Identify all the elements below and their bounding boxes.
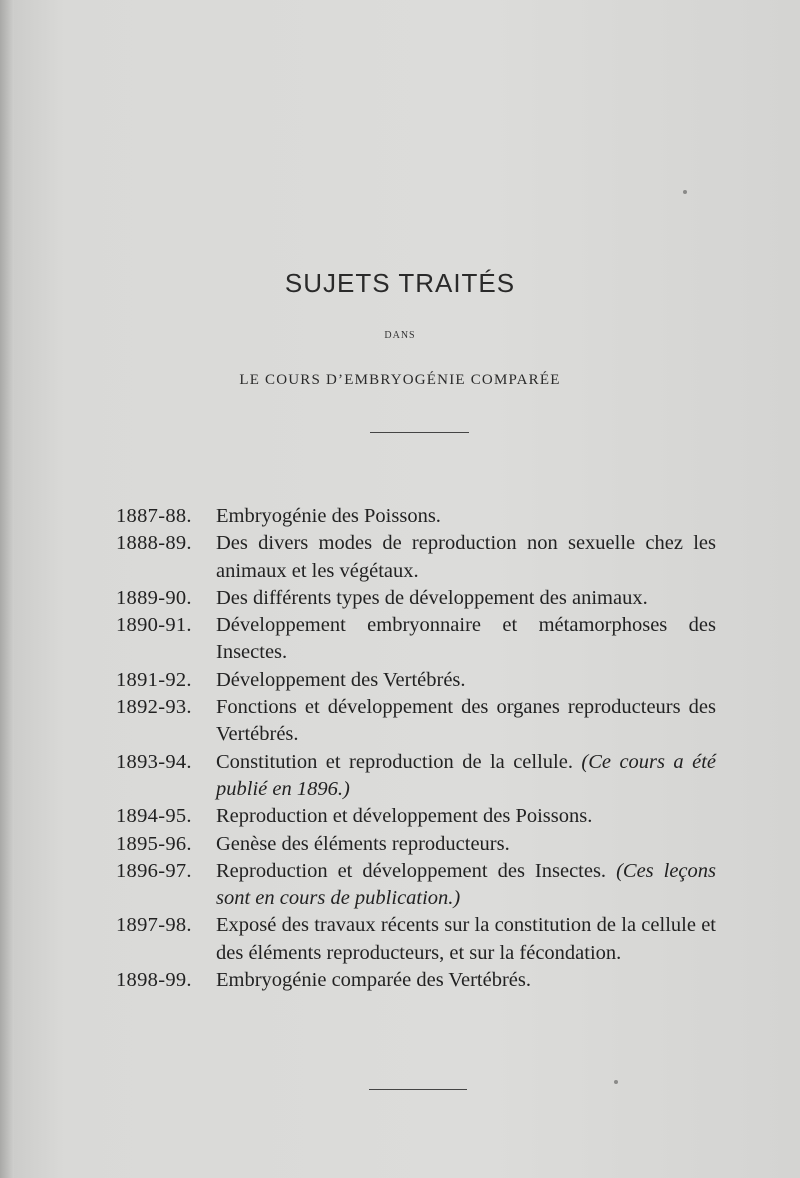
entry-years: 1895-96. <box>116 832 192 855</box>
list-item <box>116 912 716 967</box>
list-item <box>116 585 716 612</box>
entry-years: 1894-95. <box>116 805 192 828</box>
entry-years: 1891-92. <box>116 668 192 691</box>
list-item <box>116 831 716 858</box>
entry-text: Exposé des travaux récents sur la constitution de la cellule et des éléments reproducteurs, et sur la fécondation. <box>216 914 716 964</box>
entry-years: 1893-94. <box>116 750 192 773</box>
entry-text: Développement embryonnaire et métamorphoses des Insectes. <box>216 614 716 664</box>
list-item <box>116 503 716 530</box>
list-item <box>116 803 716 830</box>
entry-text: Développement des Vertébrés. <box>216 668 466 691</box>
entry-text: Reproduction et développement des Poissons. <box>216 805 593 828</box>
list-item <box>116 858 716 913</box>
entry-text: Embryogénie comparée des Vertébrés. <box>216 969 531 992</box>
entry-years: 1890-91. <box>116 614 192 637</box>
entry-years: 1897-98. <box>116 914 192 937</box>
list-item <box>116 749 716 804</box>
entry-text: Genèse des éléments reproducteurs. <box>216 832 510 855</box>
connector-word: DANS <box>384 330 416 341</box>
paper-speck <box>614 1080 618 1084</box>
course-list <box>116 503 716 994</box>
entry-text: Constitution et reproduction de la cellule. <box>216 750 573 773</box>
list-item <box>116 967 716 994</box>
bottom-divider <box>369 1089 467 1090</box>
entry-note: (Ce cours a été publié en 1896.) <box>216 750 717 800</box>
paper-speck <box>683 190 687 194</box>
entry-years: 1898-99. <box>116 969 192 992</box>
page-subtitle: LE COURS D’EMBRYOGÉNIE COMPARÉE <box>239 372 561 388</box>
entry-note: (Ces leçons sont en cours de publication.) <box>216 859 717 910</box>
list-item <box>116 667 716 694</box>
list-item <box>116 612 716 667</box>
entry-years: 1888-89. <box>116 532 192 555</box>
page-title: SUJETS TRAITÉS <box>284 268 516 298</box>
list-item <box>116 530 716 585</box>
entry-text: Embryogénie des Poissons. <box>216 505 441 527</box>
list-item <box>116 694 716 749</box>
entry-years: 1892-93. <box>116 696 192 719</box>
entry-years: 1896-97. <box>116 859 192 882</box>
entry-text: Des différents types de développement des animaux. <box>216 586 648 609</box>
entry-text: Des divers modes de reproduction non sexuelle chez les animaux et les végétaux. <box>216 532 716 582</box>
entry-years: 1889-90. <box>116 586 192 609</box>
top-divider <box>370 432 469 433</box>
entry-text: Fonctions et développement des organes reproducteurs des Vertébrés. <box>216 696 716 746</box>
entry-years: 1887-88. <box>116 505 192 527</box>
entry-text: Reproduction et développement des Insectes. <box>216 859 607 882</box>
